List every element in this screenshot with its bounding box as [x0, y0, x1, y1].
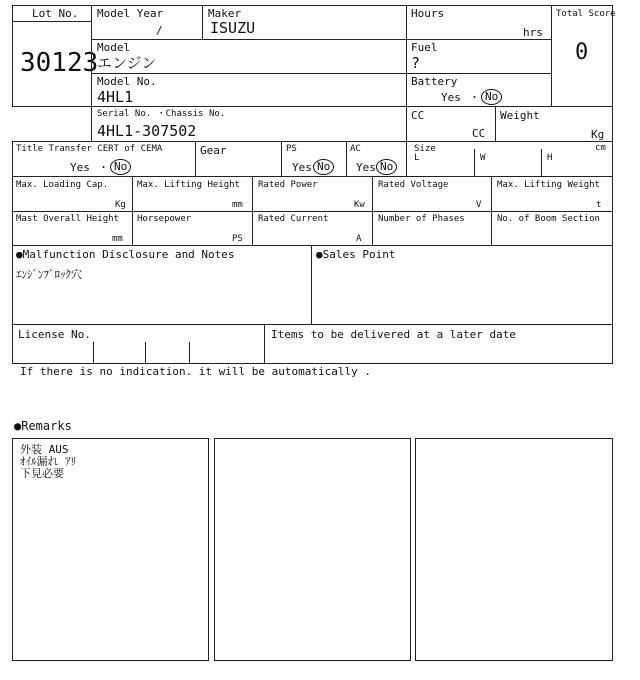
serial-value: 4HL1-307502: [97, 122, 197, 140]
max-lift-height-label: Max. Lifting Height: [137, 180, 240, 190]
total-score-label: Total Score: [556, 9, 616, 19]
size-l: L: [414, 153, 420, 163]
cc-label: CC: [411, 109, 425, 122]
horsepower-label: Horsepower: [137, 214, 192, 224]
rated-voltage-label: Rated Voltage: [378, 180, 449, 190]
ps-label: PS: [286, 144, 297, 154]
max-lift-weight-label: Max. Lifting Weight: [497, 180, 600, 190]
fuel-label: Fuel: [411, 41, 438, 54]
serial-label: Serial No. ・Chassis No.: [97, 109, 226, 119]
model-label: Model: [97, 41, 131, 54]
model-year-value: /: [156, 24, 163, 37]
rated-power-unit: Kw: [354, 200, 365, 210]
malfunction-value: ｴﾝｼﾞﾝﾌﾞﾛｯｸ穴: [16, 268, 82, 281]
battery-yes: Yes: [441, 91, 461, 104]
ac-yes: Yes: [356, 161, 376, 174]
maker-label: Maker: [208, 7, 242, 20]
sales-point-label: ●Sales Point: [316, 248, 396, 261]
gear-label: Gear: [200, 144, 227, 157]
max-loading-label: Max. Loading Cap.: [16, 180, 109, 190]
battery-no: No: [481, 89, 502, 105]
hours-unit: hrs: [523, 26, 543, 39]
fuel-value: ?: [411, 54, 421, 72]
model-value: エンジン: [97, 54, 157, 72]
rated-power-label: Rated Power: [258, 180, 318, 190]
mast-height-label: Mast Overall Height: [16, 214, 119, 224]
rated-current-unit: A: [356, 234, 362, 244]
ac-label: AC: [350, 144, 361, 154]
boom-label: No. of Boom Section: [497, 214, 600, 224]
cc-unit: CC: [472, 127, 486, 140]
maker-value: ISUZU: [210, 19, 256, 37]
remarks-label: ●Remarks: [14, 419, 72, 433]
size-h: H: [547, 153, 553, 163]
mast-height-unit: mm: [112, 234, 123, 244]
license-label: License No.: [18, 328, 91, 341]
hours-label: Hours: [411, 7, 445, 20]
rated-voltage-unit: V: [476, 200, 482, 210]
malfunction-label: ●Malfunction Disclosure and Notes: [16, 248, 235, 261]
auto-note: If there is no indication. it will be automatically .: [20, 365, 371, 378]
remarks-box-3: [415, 438, 613, 661]
model-year-label: Model Year: [97, 7, 164, 20]
battery-sep: ・: [469, 91, 480, 104]
later-items-label: Items to be delivered at a later date: [271, 328, 517, 341]
title-transfer-yes: Yes: [70, 161, 90, 174]
ps-yes: Yes: [292, 161, 312, 174]
model-no-value: 4HL1: [97, 88, 134, 106]
ac-no: No: [376, 159, 397, 175]
max-loading-unit: Kg: [115, 200, 126, 210]
remarks-box-2: [214, 438, 411, 661]
remarks-line-2: ｵｲﾙ漏れ ｱﾘ: [20, 455, 77, 468]
max-lift-height-unit: mm: [232, 200, 243, 210]
size-cell: [406, 141, 613, 177]
battery-label: Battery: [411, 75, 458, 88]
title-transfer-sep: ・: [98, 161, 109, 174]
weight-label: Weight: [500, 109, 540, 122]
weight-unit: Kg: [591, 128, 605, 141]
ps-no: No: [313, 159, 334, 175]
total-score-value: 0: [575, 40, 589, 65]
model-no-label: Model No.: [97, 75, 157, 88]
max-lift-weight-unit: t: [596, 200, 602, 210]
remarks-line-1: 外装 AUS: [20, 443, 69, 456]
lot-value: 30123: [20, 48, 99, 78]
lot-label: Lot No.: [32, 7, 79, 20]
title-transfer-label: Title Transfer CERT of CEMA: [16, 144, 163, 154]
title-transfer-no: No: [110, 159, 131, 175]
size-w: W: [480, 153, 486, 163]
rated-current-label: Rated Current: [258, 214, 329, 224]
remarks-line-3: 下見必要: [20, 467, 64, 480]
size-unit: cm: [595, 143, 606, 153]
phases-label: Number of Phases: [378, 214, 465, 224]
horsepower-unit: PS: [232, 234, 243, 244]
size-label: Size: [414, 144, 436, 154]
